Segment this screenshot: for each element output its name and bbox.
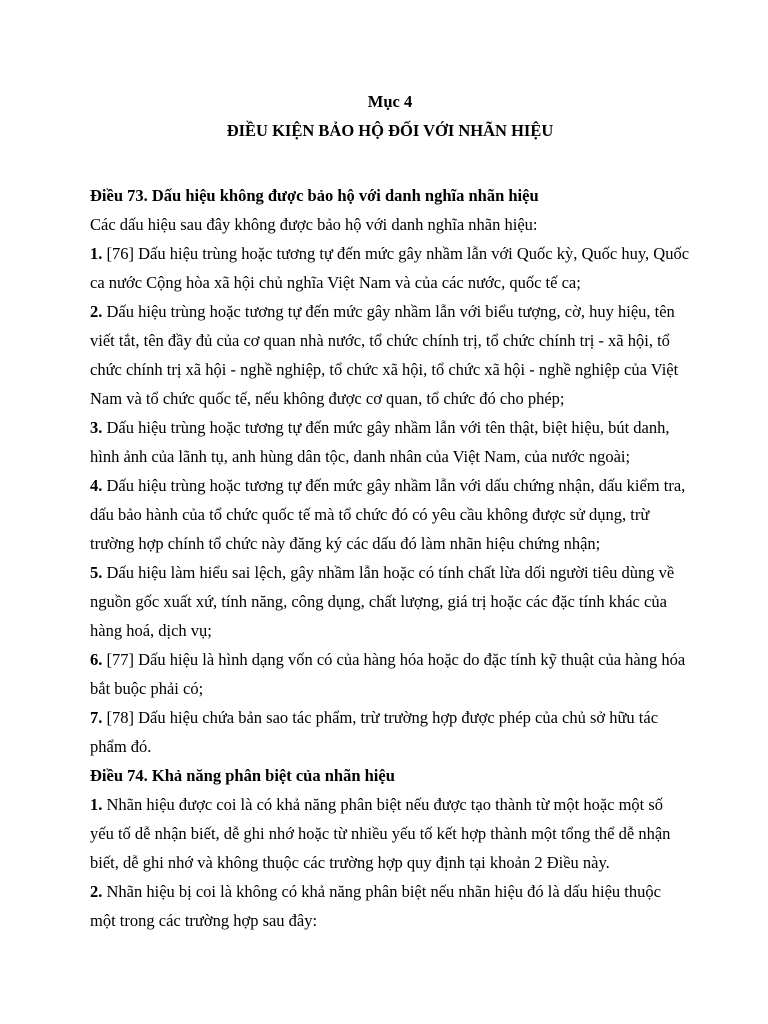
item-number: 3. — [90, 418, 103, 437]
item-number: 7. — [90, 708, 103, 727]
article-73-item-3 — [90, 413, 690, 471]
article-73-item-7 — [90, 703, 690, 761]
article-73-item-6 — [90, 645, 690, 703]
article-74-item-1 — [90, 790, 690, 877]
item-number: 6. — [90, 650, 103, 669]
item-text: Nhãn hiệu được coi là có khả năng phân biệt nếu được tạo thành từ một hoặc một số yếu tố dễ nhận biết, dễ ghi nhớ hoặc từ nhiều yếu tố kết hợp thành một tổng thể dễ nhận biết, dễ ghi nhớ và không thuộc các trường hợp quy định tại khoản 2 Điều này. — [90, 795, 671, 872]
item-text: Dấu hiệu làm hiểu sai lệch, gây nhầm lẫn hoặc có tính chất lừa dối người tiêu dùng về nguồn gốc xuất xứ, tính năng, công dụng, chất lượng, giá trị hoặc các đặc tính khác của hàng hoá, dịch vụ; — [90, 563, 675, 640]
article-73-intro: Các dấu hiệu sau đây không được bảo hộ với danh nghĩa nhãn hiệu: — [90, 215, 538, 234]
article-73-item-2 — [90, 297, 690, 413]
document-page — [90, 89, 690, 935]
item-text: Dấu hiệu trùng hoặc tương tự đến mức gây nhầm lẫn với tên thật, biệt hiệu, bút danh, hình ảnh của lãnh tụ, anh hùng dân tộc, danh nhân của Việt Nam, của nước ngoài; — [90, 418, 670, 466]
article-73-item-5 — [90, 558, 690, 645]
article-73-heading: Điều 73. Dấu hiệu không được bảo hộ với danh nghĩa nhãn hiệu — [90, 186, 539, 205]
section-number: Mục 4 — [367, 92, 413, 111]
item-text: [78] Dấu hiệu chứa bản sao tác phẩm, trừ trường hợp được phép của chủ sở hữu tác phẩm đó. — [90, 708, 659, 756]
item-text: Dấu hiệu trùng hoặc tương tự đến mức gây nhầm lẫn với dấu chứng nhận, dấu kiểm tra, dấu bảo hành của tổ chức quốc tế mà tổ chức đó có yêu cầu không được sử dụng, trừ trường hợp chính tổ chức này đăng ký các dấu đó làm nhãn hiệu chứng nhận; — [90, 476, 686, 553]
item-text: Dấu hiệu trùng hoặc tương tự đến mức gây nhầm lẫn với biểu tượng, cờ, huy hiệu, tên viết tắt, tên đầy đủ của cơ quan nhà nước, tổ chức chính trị, tổ chức chính trị - xã hội, tổ chức chính trị xã hội - nghề nghiệp, tổ chức xã hội, tổ chức xã hội - nghề nghiệp của Việt Nam và tổ chức quốc tế, nếu không được cơ quan, tổ chức đó cho phép; — [90, 302, 679, 408]
item-number: 1. — [90, 244, 103, 263]
article-74-item-2 — [90, 877, 690, 935]
article-73-item-1 — [90, 239, 690, 297]
item-number: 2. — [90, 882, 103, 901]
item-text: [76] Dấu hiệu trùng hoặc tương tự đến mức gây nhầm lẫn với Quốc kỳ, Quốc huy, Quốc ca nước Cộng hòa xã hội chủ nghĩa Việt Nam và của các nước, quốc tế ca; — [90, 244, 690, 292]
item-text: Nhãn hiệu bị coi là không có khả năng phân biệt nếu nhãn hiệu đó là dấu hiệu thuộc một trong các trường hợp sau đây: — [90, 882, 661, 930]
item-number: 2. — [90, 302, 103, 321]
item-number: 1. — [90, 795, 103, 814]
item-number: 4. — [90, 476, 103, 495]
article-74-heading: Điều 74. Khả năng phân biệt của nhãn hiệu — [90, 766, 395, 785]
article-73-item-4 — [90, 471, 690, 558]
item-number: 5. — [90, 563, 103, 582]
item-text: [77] Dấu hiệu là hình dạng vốn có của hàng hóa hoặc do đặc tính kỹ thuật của hàng hóa bắt buộc phải có; — [90, 650, 686, 698]
section-title: ĐIỀU KIỆN BẢO HỘ ĐỐI VỚI NHÃN HIỆU — [226, 121, 554, 140]
